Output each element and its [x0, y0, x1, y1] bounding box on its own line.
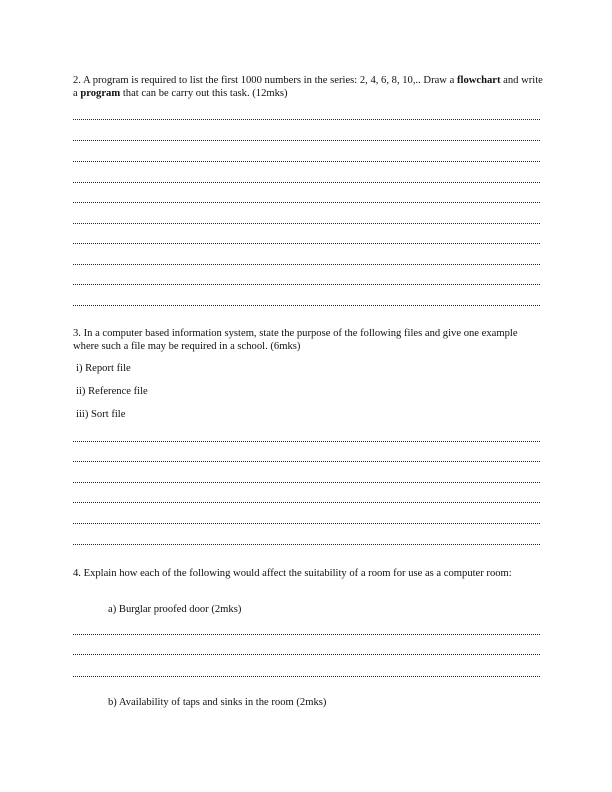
q3-item-report-file: i) Report file [76, 363, 131, 374]
question-2 [73, 74, 543, 100]
answer-line [73, 305, 540, 306]
answer-line [73, 676, 540, 677]
q3-item-sort-file: iii) Sort file [76, 409, 126, 420]
q4-part-a: a) Burglar proofed door (2mks) [108, 604, 242, 615]
answer-line [73, 119, 540, 120]
question-3: 3. In a computer based information system, state the purpose of the following files and give one example where such a file may be required in a school. (6mks) [73, 328, 518, 352]
q4-part-b: b) Availability of taps and sinks in the room (2mks) [108, 697, 327, 708]
q2-text-part2: and write a [73, 75, 543, 99]
q2-bold-flowchart: flowchart [456, 75, 501, 86]
answer-line [73, 502, 540, 503]
q2-text-part1: 2. A program is required to list the first 1000 numbers in the series: 2, 4, 6, 8, 10,.. Draw a [73, 75, 457, 86]
answer-line [73, 654, 540, 655]
q2-text-part3: that can be carry out this task. (12mks) [120, 88, 288, 99]
answer-line [73, 243, 540, 244]
answer-line [73, 161, 540, 162]
answer-line [73, 544, 540, 545]
question-4: 4. Explain how each of the following would affect the suitability of a room for use as a computer room: [73, 568, 512, 579]
answer-line [73, 482, 540, 483]
answer-line [73, 202, 540, 203]
answer-line [73, 284, 540, 285]
answer-line [73, 461, 540, 462]
answer-line [73, 634, 540, 635]
answer-line [73, 140, 540, 141]
answer-line [73, 441, 540, 442]
q3-item-reference-file: ii) Reference file [76, 386, 148, 397]
answer-line [73, 264, 540, 265]
answer-line [73, 523, 540, 524]
answer-line [73, 223, 540, 224]
answer-line [73, 182, 540, 183]
q2-bold-program: program [80, 88, 121, 99]
